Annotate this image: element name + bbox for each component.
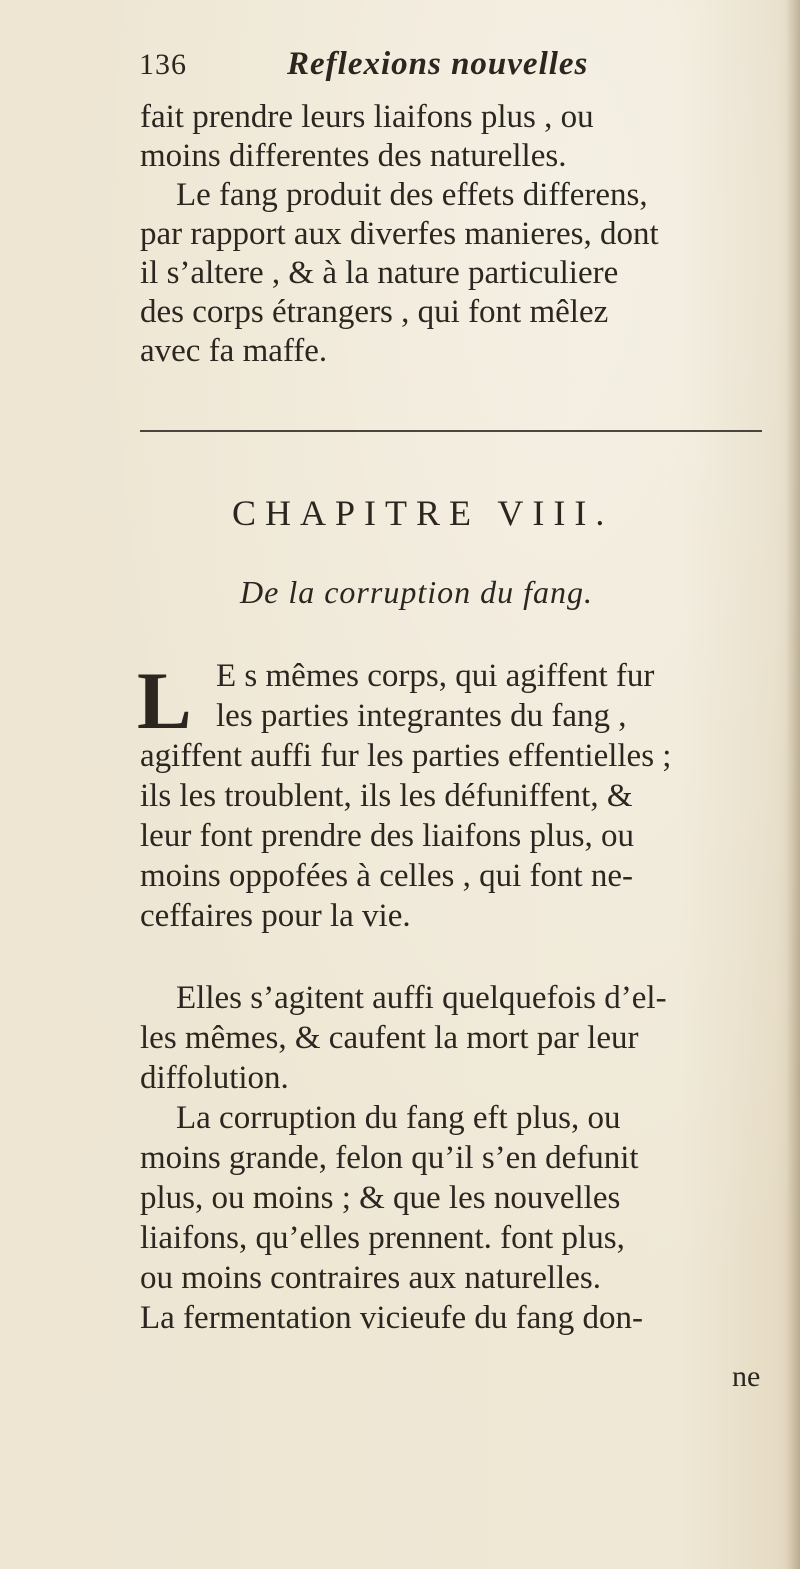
text-line: par rapport aux diverfes manieres, dont — [140, 216, 659, 252]
text-line: Le fang produit des effets differens, — [176, 177, 648, 213]
text-line: Elles s’agitent auffi quelquefois d’el- — [176, 980, 667, 1016]
text-line: il s’altere , & à la nature particuliere — [140, 255, 619, 291]
text-line: moins grande, felon qu’il s’en defunit — [140, 1140, 639, 1176]
text-line: E s mêmes corps, qui agiffent fur — [216, 658, 655, 694]
text-line: ceffaires pour la vie. — [140, 898, 411, 934]
catchword: ne — [732, 1360, 761, 1393]
text-line: plus, ou moins ; & que les nouvelles — [140, 1180, 621, 1216]
text-line: avec fa maffe. — [140, 333, 328, 369]
text-line: diffolution. — [140, 1060, 289, 1096]
text-line: ils les troublent, ils les défuniffent, & — [140, 778, 633, 814]
chapter-title: CHAPITRE VIII. — [232, 493, 614, 533]
text-line: des corps étrangers , qui font mêlez — [140, 294, 609, 330]
first-paragraph — [137, 655, 780, 936]
text-line: fait prendre leurs liaifons plus , ou — [140, 99, 594, 135]
text-line: liaifons, qu’elles prennent. font plus, — [140, 1220, 625, 1256]
running-head — [139, 48, 659, 88]
text-line: La corruption du fang eft plus, ou — [176, 1100, 621, 1136]
drop-cap: L — [137, 655, 192, 746]
second-paragraph — [140, 978, 780, 1338]
chapter-subtitle: De la corruption du fang. — [240, 574, 593, 610]
text-line: les parties integrantes du fang , — [216, 698, 627, 734]
text-line: La fermentation vicieufe du fang don- — [140, 1300, 644, 1336]
section-rule — [140, 430, 762, 432]
running-title: Reflexions nouvelles — [287, 46, 589, 82]
text-line: agiffent auffi fur les parties effentielles ; — [140, 738, 672, 774]
text-line: ou moins contraires aux naturelles. — [140, 1260, 601, 1296]
text-line: leur font prendre des liaifons plus, ou — [140, 818, 634, 854]
text-line: moins oppofées à celles , qui font ne- — [140, 858, 634, 894]
text-line: moins differentes des naturelles. — [140, 138, 567, 174]
page-number: 136 — [139, 48, 187, 81]
page-edge-shadow — [786, 0, 800, 1569]
top-paragraph — [140, 98, 780, 371]
text-line: les mêmes, & caufent la mort par leur — [140, 1020, 639, 1056]
